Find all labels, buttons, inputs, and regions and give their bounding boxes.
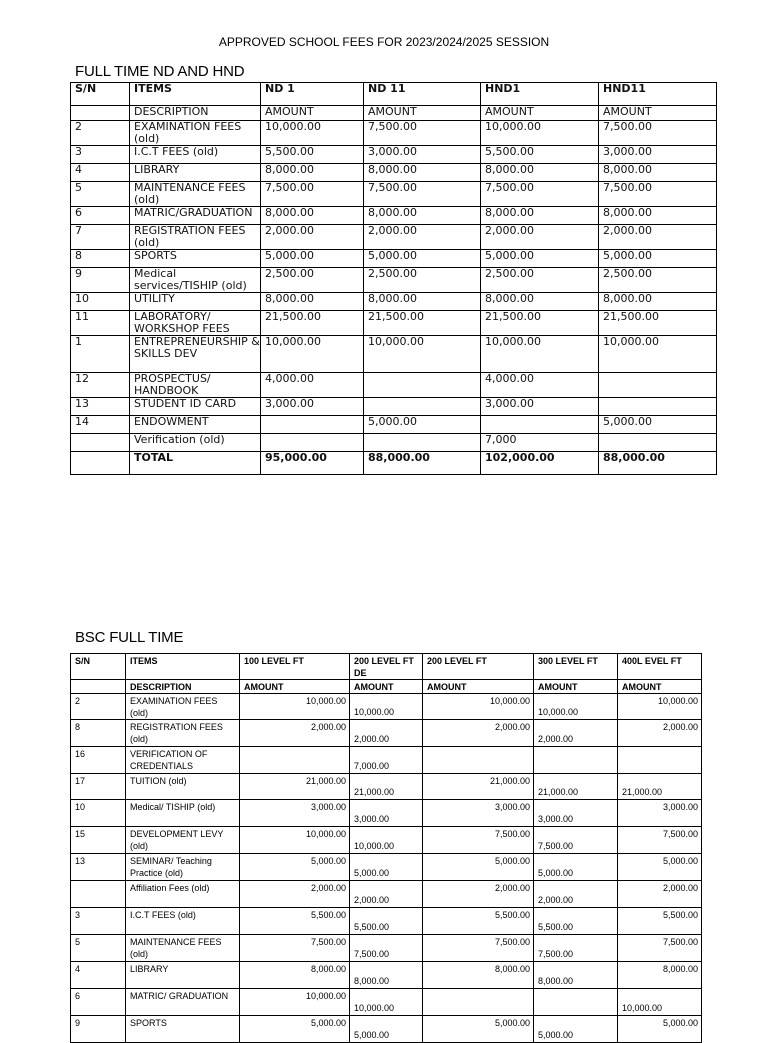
cell-l200: 2,000.00	[423, 881, 534, 908]
cell-hnd1: 21,500.00	[481, 311, 599, 336]
table-row	[71, 827, 702, 854]
cell-sn: 3	[71, 146, 130, 164]
table-row	[71, 774, 702, 800]
cell-l400: 5,000.00	[618, 1016, 702, 1043]
cell-l300: 5,000.00	[534, 1016, 618, 1043]
cell-sn: 14	[71, 416, 130, 434]
cell-sn: 10	[71, 800, 126, 827]
table-row	[71, 694, 702, 720]
cell-item: UTILITY	[130, 293, 261, 311]
cell-l100: 10,000.00	[240, 827, 350, 854]
cell-nd2: 2,000.00	[364, 225, 481, 250]
cell-hnd2: 7,500.00	[599, 121, 717, 146]
cell-l300: 5,000.00	[534, 854, 618, 881]
cell-nd2: 7,500.00	[364, 182, 481, 207]
cell-l200de: 5,000.00	[350, 854, 423, 881]
cell-hnd1: 4,000.00	[481, 373, 599, 398]
cell-sn	[71, 881, 126, 908]
cell-nd1: 8,000.00	[261, 293, 364, 311]
table-row	[71, 225, 717, 250]
cell-hnd1: 10,000.00	[481, 336, 599, 373]
cell-l100: 5,000.00	[240, 1016, 350, 1043]
cell-item: ENDOWMENT	[130, 416, 261, 434]
cell-hnd2: AMOUNT	[599, 106, 717, 121]
cell-sn: 8	[71, 250, 130, 268]
cell-sn: 1	[71, 336, 130, 373]
cell-hnd2: 2,500.00	[599, 268, 717, 293]
cell-hnd2: 5,000.00	[599, 250, 717, 268]
cell-nd2: 5,000.00	[364, 250, 481, 268]
cell-sn	[71, 434, 130, 452]
cell-l200de: 21,000.00	[350, 774, 423, 800]
cell-hnd2: 7,500.00	[599, 182, 717, 207]
cell-hnd1: 7,000	[481, 434, 599, 452]
cell-l100: 8,000.00	[240, 962, 350, 989]
table-row	[71, 106, 717, 121]
cell-hnd1: 8,000.00	[481, 293, 599, 311]
cell-item: SPORTS	[130, 250, 261, 268]
subheader-cell: AMOUNT	[423, 680, 534, 694]
cell-l100: 21,000.00	[240, 774, 350, 800]
table-row	[71, 962, 702, 989]
cell-nd1: 10,000.00	[261, 336, 364, 373]
cell-l100: 5,500.00	[240, 908, 350, 935]
cell-item: EXAMINATION FEES (old)	[126, 694, 240, 720]
table-row	[71, 800, 702, 827]
cell-l400: 2,000.00	[618, 881, 702, 908]
cell-nd2	[364, 434, 481, 452]
cell-l200de: 10,000.00	[350, 827, 423, 854]
cell-hnd2: 2,000.00	[599, 225, 717, 250]
cell-l200de: 10,000.00	[350, 989, 423, 1016]
cell-nd1: AMOUNT	[261, 106, 364, 121]
table-row	[71, 146, 717, 164]
cell-l200: 3,000.00	[423, 800, 534, 827]
header-cell: 300 LEVEL FT	[534, 654, 618, 680]
table-row	[71, 268, 717, 293]
cell-l300	[534, 747, 618, 774]
cell-sn: 6	[71, 989, 126, 1016]
cell-nd1: 5,500.00	[261, 146, 364, 164]
cell-l200de: 5,500.00	[350, 908, 423, 935]
cell-l200de: 8,000.00	[350, 962, 423, 989]
header-cell: S/N	[71, 654, 126, 680]
cell-nd2: 10,000.00	[364, 336, 481, 373]
bsc-section-title: BSC FULL TIME	[75, 629, 184, 646]
cell-item: REGISTRATION FEES (old)	[130, 225, 261, 250]
cell-sn: 16	[71, 747, 126, 774]
cell-hnd2	[599, 373, 717, 398]
cell-l200de: 10,000.00	[350, 694, 423, 720]
cell-item: SPORTS	[126, 1016, 240, 1043]
cell-item: MATRIC/GRADUATION	[130, 207, 261, 225]
table-row	[71, 293, 717, 311]
cell-l200: 7,500.00	[423, 827, 534, 854]
cell-hnd2: 8,000.00	[599, 293, 717, 311]
cell-hnd1: 2,500.00	[481, 268, 599, 293]
cell-nd1: 2,500.00	[261, 268, 364, 293]
cell-l300: 2,000.00	[534, 881, 618, 908]
cell-l200: 10,000.00	[423, 694, 534, 720]
cell-item: REGISTRATION FEES (old)	[126, 720, 240, 747]
cell-item: STUDENT ID CARD	[130, 398, 261, 416]
cell-item: MATRIC/ GRADUATION	[126, 989, 240, 1016]
cell-l300: 8,000.00	[534, 962, 618, 989]
cell-sn: 12	[71, 373, 130, 398]
header-cell: 100 LEVEL FT	[240, 654, 350, 680]
cell-hnd2: 10,000.00	[599, 336, 717, 373]
cell-nd1: 3,000.00	[261, 398, 364, 416]
cell-l300: 2,000.00	[534, 720, 618, 747]
subheader-cell: DESCRIPTION	[126, 680, 240, 694]
cell-item: Medical/ TISHIP (old)	[126, 800, 240, 827]
cell-item: LIBRARY	[130, 164, 261, 182]
header-cell: HND1	[481, 83, 599, 106]
subheader-cell: AMOUNT	[618, 680, 702, 694]
cell-sn	[71, 106, 130, 121]
header-cell: ITEMS	[126, 654, 240, 680]
cell-item: LIBRARY	[126, 962, 240, 989]
cell-nd2: 88,000.00	[364, 452, 481, 475]
cell-l100: 7,500.00	[240, 935, 350, 962]
table-row	[71, 989, 702, 1016]
cell-sn: 13	[71, 398, 130, 416]
cell-l200	[423, 989, 534, 1016]
cell-l200	[423, 747, 534, 774]
cell-item: MAINTENANCE FEES (old)	[130, 182, 261, 207]
cell-item: MAINTENANCE FEES (old)	[126, 935, 240, 962]
header-cell: S/N	[71, 83, 130, 106]
cell-l100: 10,000.00	[240, 694, 350, 720]
table-row	[71, 336, 717, 373]
cell-l400: 7,500.00	[618, 827, 702, 854]
header-cell: 200 LEVEL FT	[423, 654, 534, 680]
header-row	[71, 654, 702, 680]
cell-item: LABORATORY/ WORKSHOP FEES	[130, 311, 261, 336]
cell-nd2: 3,000.00	[364, 146, 481, 164]
cell-hnd1: 5,500.00	[481, 146, 599, 164]
cell-l200: 5,000.00	[423, 1016, 534, 1043]
cell-hnd2: 8,000.00	[599, 164, 717, 182]
cell-l100: 5,000.00	[240, 854, 350, 881]
cell-sn: 4	[71, 962, 126, 989]
table-row	[71, 935, 702, 962]
cell-nd2: 8,000.00	[364, 293, 481, 311]
cell-l400: 5,500.00	[618, 908, 702, 935]
cell-sn: 11	[71, 311, 130, 336]
cell-sn: 2	[71, 121, 130, 146]
cell-hnd2: 88,000.00	[599, 452, 717, 475]
cell-l400: 5,000.00	[618, 854, 702, 881]
cell-nd2: 5,000.00	[364, 416, 481, 434]
cell-hnd1: AMOUNT	[481, 106, 599, 121]
cell-item: EXAMINATION FEES (old)	[130, 121, 261, 146]
cell-l300: 7,500.00	[534, 935, 618, 962]
cell-nd1	[261, 416, 364, 434]
cell-item: Affiliation Fees (old)	[126, 881, 240, 908]
cell-sn: 15	[71, 827, 126, 854]
cell-hnd2: 8,000.00	[599, 207, 717, 225]
table-row	[71, 720, 702, 747]
cell-item: DEVELOPMENT LEVY (old)	[126, 827, 240, 854]
cell-sn: 8	[71, 720, 126, 747]
cell-sn: 10	[71, 293, 130, 311]
cell-l200: 7,500.00	[423, 935, 534, 962]
cell-l200: 5,000.00	[423, 854, 534, 881]
cell-nd2	[364, 373, 481, 398]
nd-hnd-fees-table	[70, 82, 717, 475]
cell-hnd1: 5,000.00	[481, 250, 599, 268]
cell-sn: 5	[71, 935, 126, 962]
cell-nd2: 8,000.00	[364, 164, 481, 182]
table-row	[71, 164, 717, 182]
cell-l300: 21,000.00	[534, 774, 618, 800]
cell-l300: 3,000.00	[534, 800, 618, 827]
cell-nd2: 8,000.00	[364, 207, 481, 225]
table-row	[71, 747, 702, 774]
table-row	[71, 434, 717, 452]
cell-hnd1: 2,000.00	[481, 225, 599, 250]
cell-l200de: 7,000.00	[350, 747, 423, 774]
subheader-cell: AMOUNT	[534, 680, 618, 694]
cell-l100: 3,000.00	[240, 800, 350, 827]
cell-l300: 5,500.00	[534, 908, 618, 935]
cell-item: Verification (old)	[130, 434, 261, 452]
table-row	[71, 398, 717, 416]
table-row	[71, 908, 702, 935]
table-row	[71, 854, 702, 881]
cell-sn	[71, 452, 130, 475]
cell-nd1: 8,000.00	[261, 207, 364, 225]
cell-sn: 3	[71, 908, 126, 935]
cell-nd2: 2,500.00	[364, 268, 481, 293]
cell-hnd1: 102,000.00	[481, 452, 599, 475]
cell-item: TUITION (old)	[126, 774, 240, 800]
subheader-cell: AMOUNT	[240, 680, 350, 694]
cell-item: TOTAL	[130, 452, 261, 475]
cell-l300: 7,500.00	[534, 827, 618, 854]
cell-sn: 7	[71, 225, 130, 250]
table-row	[71, 182, 717, 207]
table-row	[71, 207, 717, 225]
cell-nd1: 8,000.00	[261, 164, 364, 182]
subheader-cell	[71, 680, 126, 694]
cell-l300: 10,000.00	[534, 694, 618, 720]
cell-hnd2	[599, 398, 717, 416]
cell-hnd1: 3,000.00	[481, 398, 599, 416]
cell-nd1: 10,000.00	[261, 121, 364, 146]
cell-nd2: 21,500.00	[364, 311, 481, 336]
cell-hnd2: 21,500.00	[599, 311, 717, 336]
cell-sn: 13	[71, 854, 126, 881]
cell-l200: 2,000.00	[423, 720, 534, 747]
cell-nd2: AMOUNT	[364, 106, 481, 121]
cell-sn: 2	[71, 694, 126, 720]
cell-hnd2: 5,000.00	[599, 416, 717, 434]
table-row	[71, 1016, 702, 1043]
header-cell: ND 1	[261, 83, 364, 106]
cell-l400: 10,000.00	[618, 989, 702, 1016]
cell-nd1	[261, 434, 364, 452]
cell-l100: 2,000.00	[240, 881, 350, 908]
header-row	[71, 83, 717, 106]
cell-l300	[534, 989, 618, 1016]
cell-sn: 5	[71, 182, 130, 207]
cell-l200: 21,000.00	[423, 774, 534, 800]
cell-item: I.C.T FEES (old)	[130, 146, 261, 164]
cell-l200de: 5,000.00	[350, 1016, 423, 1043]
bsc-fees-table	[70, 653, 702, 1043]
cell-l100	[240, 747, 350, 774]
cell-item: ENTREPRENEURSHIP & SKILLS DEV	[130, 336, 261, 373]
cell-sn: 4	[71, 164, 130, 182]
cell-l400: 8,000.00	[618, 962, 702, 989]
cell-l200de: 3,000.00	[350, 800, 423, 827]
cell-nd2	[364, 398, 481, 416]
table-row	[71, 311, 717, 336]
cell-nd1: 5,000.00	[261, 250, 364, 268]
cell-l200de: 2,000.00	[350, 881, 423, 908]
cell-l100: 2,000.00	[240, 720, 350, 747]
table-row	[71, 416, 717, 434]
cell-nd1: 4,000.00	[261, 373, 364, 398]
cell-nd1: 2,000.00	[261, 225, 364, 250]
cell-nd1: 95,000.00	[261, 452, 364, 475]
cell-sn: 17	[71, 774, 126, 800]
cell-l400: 7,500.00	[618, 935, 702, 962]
cell-item: SEMINAR/ Teaching Practice (old)	[126, 854, 240, 881]
cell-hnd2: 3,000.00	[599, 146, 717, 164]
cell-nd2: 7,500.00	[364, 121, 481, 146]
cell-item: PROSPECTUS/ HANDBOOK	[130, 373, 261, 398]
cell-item: DESCRIPTION	[130, 106, 261, 121]
header-cell: HND11	[599, 83, 717, 106]
cell-l200: 8,000.00	[423, 962, 534, 989]
cell-hnd1: 10,000.00	[481, 121, 599, 146]
cell-l400: 3,000.00	[618, 800, 702, 827]
cell-hnd1	[481, 416, 599, 434]
cell-l200: 5,500.00	[423, 908, 534, 935]
table-row	[71, 121, 717, 146]
total-row	[71, 452, 717, 475]
cell-l200de: 2,000.00	[350, 720, 423, 747]
cell-nd1: 21,500.00	[261, 311, 364, 336]
table-row	[71, 250, 717, 268]
subheader-cell: AMOUNT	[350, 680, 423, 694]
cell-l400: 10,000.00	[618, 694, 702, 720]
header-cell: 400L EVEL FT	[618, 654, 702, 680]
subheader-row	[71, 680, 702, 694]
cell-hnd1: 8,000.00	[481, 164, 599, 182]
cell-l400: 21,000.00	[618, 774, 702, 800]
cell-l100: 10,000.00	[240, 989, 350, 1016]
table-row	[71, 881, 702, 908]
cell-sn: 9	[71, 1016, 126, 1043]
document-title: APPROVED SCHOOL FEES FOR 2023/2024/2025 SESSION	[218, 35, 550, 49]
cell-item: VERIFICATION OF CREDENTIALS	[126, 747, 240, 774]
cell-item: I.C.T FEES (old)	[126, 908, 240, 935]
header-cell: 200 LEVEL FT DE	[350, 654, 423, 680]
cell-nd1: 7,500.00	[261, 182, 364, 207]
cell-hnd2	[599, 434, 717, 452]
table-row	[71, 373, 717, 398]
cell-l400	[618, 747, 702, 774]
cell-l200de: 7,500.00	[350, 935, 423, 962]
cell-hnd1: 7,500.00	[481, 182, 599, 207]
cell-sn: 6	[71, 207, 130, 225]
cell-sn: 9	[71, 268, 130, 293]
cell-hnd1: 8,000.00	[481, 207, 599, 225]
header-cell: ND 11	[364, 83, 481, 106]
nd-hnd-section-title: FULL TIME ND AND HND	[75, 63, 245, 80]
cell-item: Medical services/TISHIP (old)	[130, 268, 261, 293]
header-cell: ITEMS	[130, 83, 261, 106]
cell-l400: 2,000.00	[618, 720, 702, 747]
